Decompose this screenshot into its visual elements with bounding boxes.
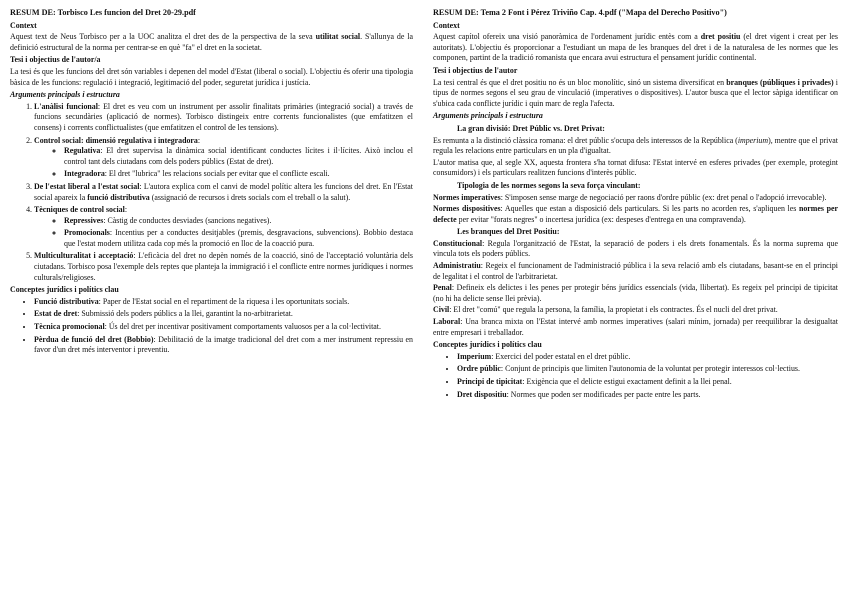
right-concepts-list	[433, 352, 838, 400]
left-arg-4-sub-2: ◦ Promocionals: Incentius per a conductes desitjables (premis, desgravacions, subvencions). Bobbio destaca que l'estat modern utilitza cada cop més la promoció en lloc de la coacció pura.	[64, 228, 413, 249]
right-context-heading: Context	[433, 20, 460, 30]
right-concept-2: • Ordre públic: Conjunt de principis que limiten l'autonomia de la voluntat per protegir interessos col·lectius.	[457, 364, 838, 375]
left-concept-3: • Tècnica promocional: Ús del dret per incentivar positivament comportaments valuosos per a la col·lectivitat.	[34, 322, 413, 333]
right-concepts-heading: Conceptes jurídics i polítics clau	[433, 340, 542, 350]
right-branches-heading: Les branques del Dret Positiu:	[457, 227, 560, 237]
left-concept-1: • Funció distributiva: Paper de l'Estat social en el repartiment de la riquesa i les oportunitats socials.	[34, 297, 413, 308]
left-arg-2-sublist	[34, 146, 413, 180]
right-branch-administrative: Administratiu: Regeix el funcionament de l'administració pública i la seva relació amb els ciutadans, basant-se en el principi de legalitat i el control de l'arbitrarietat.	[433, 261, 838, 281]
left-args-heading: Arguments principals i estructura	[10, 90, 120, 100]
right-concept-1: • Imperium: Exercici del poder estatal en el dret públic.	[457, 352, 838, 363]
right-imperative-norms: Normes imperatives: S'imposen sense marge de negociació per raons d'ordre públic (ex: dret penal o l'adopció irrevocable).	[433, 192, 827, 202]
right-branch-penal: Penal: Defineix els delictes i les penes per protegir béns jurídics essencials (vida, llibertat). Es regeix pel principi de tipicitat (no hi ha delicte sense llei prèvia).	[433, 283, 838, 303]
right-thesis-heading: Tesi i objectius de l'autor	[433, 65, 518, 75]
left-context-text: Aquest text de Neus Torbisco per a la UOC analitza el dret des de la perspectiva de la seva utilitat social. S'allunya de la definició estructural de la norma per centrar-se en què "fa" el dret en la societat.	[10, 32, 413, 52]
right-branch-constitutional: Constitucional: Regula l'organització de l'Estat, la separació de poders i els drets fonamentals. És la norma suprema que vincula tots els poders públics.	[433, 238, 838, 259]
left-concept-2: • Estat de dret: Submissió dels poders públics a la llei, garantint la no-arbitrarietat.	[34, 309, 413, 320]
right-context-text: Aquest capítol ofereix una visió panoràmica de l'ordenament jurídic entès com a dret positiu (el dret vigent i creat per les autoritats). L'objectiu és proporcionar a l'estudiant un mapa de les branques del dret i de la naturalesa de les normes que les componen, partint de la tradició romanista que encara avui estructura el pensament jurídic continental.	[433, 32, 838, 63]
right-branch-labor: Laboral: Una branca mixta on l'Estat intervé amb normes imperatives (salari mínim, jornada) per reequilibrar la desigualtat entre empresari i treballador.	[433, 317, 838, 337]
left-context-heading: Context	[10, 20, 37, 30]
right-division-text-2: L'autor matisa que, al segle XX, aquesta frontera s'ha tornat difusa: l'Estat intervé en esferes privades (per exemple, protegint consumidors) i els particulars realitzen funcions d'interès públic.	[433, 157, 838, 178]
left-args-list	[10, 102, 413, 284]
left-concepts-list	[10, 297, 413, 356]
left-arg-4-sublist	[34, 216, 413, 250]
right-thesis-text: La tesi central és que el dret positiu no és un bloc monolític, sinó un sistema diversificat en branques (públiques i privades) i tipus de normes segons el seu grau de vinculació (imperatives o dispositives). L'autor busca que el lector sàpiga identificar on s'ubica cada conflicte jurídic i quin marc de regla l'afecta.	[433, 77, 838, 108]
right-concept-4: • Dret dispositiu: Normes que poden ser modificades per pacte entre les parts.	[457, 390, 838, 401]
right-concept-3: • Principi de tipicitat: Exigència que el delicte estigui exactament definit a la llei penal.	[457, 377, 838, 388]
left-arg-4-sub-1: ◦ Repressives: Càstig de conductes desviades (sancions negatives).	[64, 216, 413, 227]
right-title: RESUM DE: Tema 2 Font i Pérez Triviño Cap. 4.pdf ("Mapa del Derecho Positivo")	[433, 8, 727, 17]
left-arg-2-sub-1: ◦ Regulativa: El dret supervisa la dinàmica social identificant conductes lícites i il·lícites. Això inclou el control tant dels ciutadans com dels poders públics (Estat de dret).	[64, 146, 413, 167]
left-thesis-heading: Tesi i objectius de l'autor/a	[10, 55, 101, 65]
right-division-text-1: Es remunta a la distinció clàssica romana: el dret públic s'ocupa dels interessos de la República (imperium), mentre que el privat regula les relacions entre particulars en un pla d'igualtat.	[433, 135, 838, 156]
left-column	[10, 8, 413, 358]
right-column	[433, 8, 838, 402]
left-title: RESUM DE: Torbisco Les funcion del Dret 20-29.pdf	[10, 8, 196, 17]
left-concepts-heading: Conceptes jurídics i polítics clau	[10, 285, 119, 295]
left-arg-5: 5. Multiculturalitat i acceptació: L'eficàcia del dret no depèn només de la coacció, sinó de l'acceptació voluntària dels ciutadans. Torbisco posa l'exemple dels reptes que planteja la immigració i el conflicte entre normes jurídiques i normes culturals/religioses.	[34, 251, 413, 283]
left-concept-4: • Pèrdua de funció del dret (Bobbio): Debilitació de la imatge tradicional del dret com a mer instrument repressiu en favor d'un dret més interventor i preventiu.	[34, 335, 413, 356]
right-division-heading: La gran divisió: Dret Públic vs. Dret Privat:	[457, 123, 605, 133]
left-arg-3: 3. De l'estat liberal a l'estat social: L'autora explica com el canvi de model polític altera les funcions del dret. En l'Estat social apareix la funció distributiva (assignació de recursos i drets socials com el treball o la salut).	[34, 182, 413, 203]
left-arg-2-sub-2: ◦ Integradora: El dret "lubrica" les relacions socials per evitar que el conflicte escali.	[64, 169, 413, 180]
left-thesis-text: La tesi és que les funcions del dret són variables i depenen del model d'Estat (liberal o social). L'objectiu és oferir una tipologia bàsica de les funcions: regulació i integració, legitimació del poder, seguretat jurídica i justícia.	[10, 66, 413, 87]
left-arg-4: 4. Tècniques de control social: ◦ Repressives: Càstig de conductes desviades (sancions negatives). ◦ Promocionals: Incentius per a conductes desitjables (premis, desgravacions, subvencions). Bobbio destaca que l'estat modern utilitza cada cop més la promoció en lloc de la coacció pura.	[34, 205, 413, 249]
right-branch-civil: Civil: El dret "comú" que regula la persona, la família, la propietat i els contractes. És el nucli del dret privat.	[433, 305, 778, 315]
right-args-heading: Arguments principals i estructura	[433, 111, 543, 121]
right-dispositive-norms: Normes dispositives: Aquelles que estan a disposició dels particulars. Si les parts no acorden res, s'apliquen les normes per defecte per evitar "forats negres" o incertesa jurídica (ex: despeses d'entrega en una compravenda).	[433, 204, 838, 224]
left-arg-1: 1. L'anàlisi funcional: El dret es veu com un instrument per assolir finalitats primàries (integració social) a través de funcions secundàries (aplicació de normes). Torbisco distingeix entre corrents funcionalistes (que emfatitzen el consens) i corrents conflictualistes (que emfatitzen el control de les tensions).	[34, 102, 413, 134]
left-arg-2: 2. Control social: dimensió regulativa i integradora: ◦ Regulativa: El dret supervisa la dinàmica social identificant conductes lícites i il·lícites. Això inclou el control tant dels ciutadans com dels poders públics (Estat de dret). ◦ Integradora: El dret "lubrica" les relacions socials per evitar que el conflicte escali.	[34, 136, 413, 180]
right-types-heading: Tipologia de les normes segons la seva força vinculant:	[457, 180, 641, 190]
